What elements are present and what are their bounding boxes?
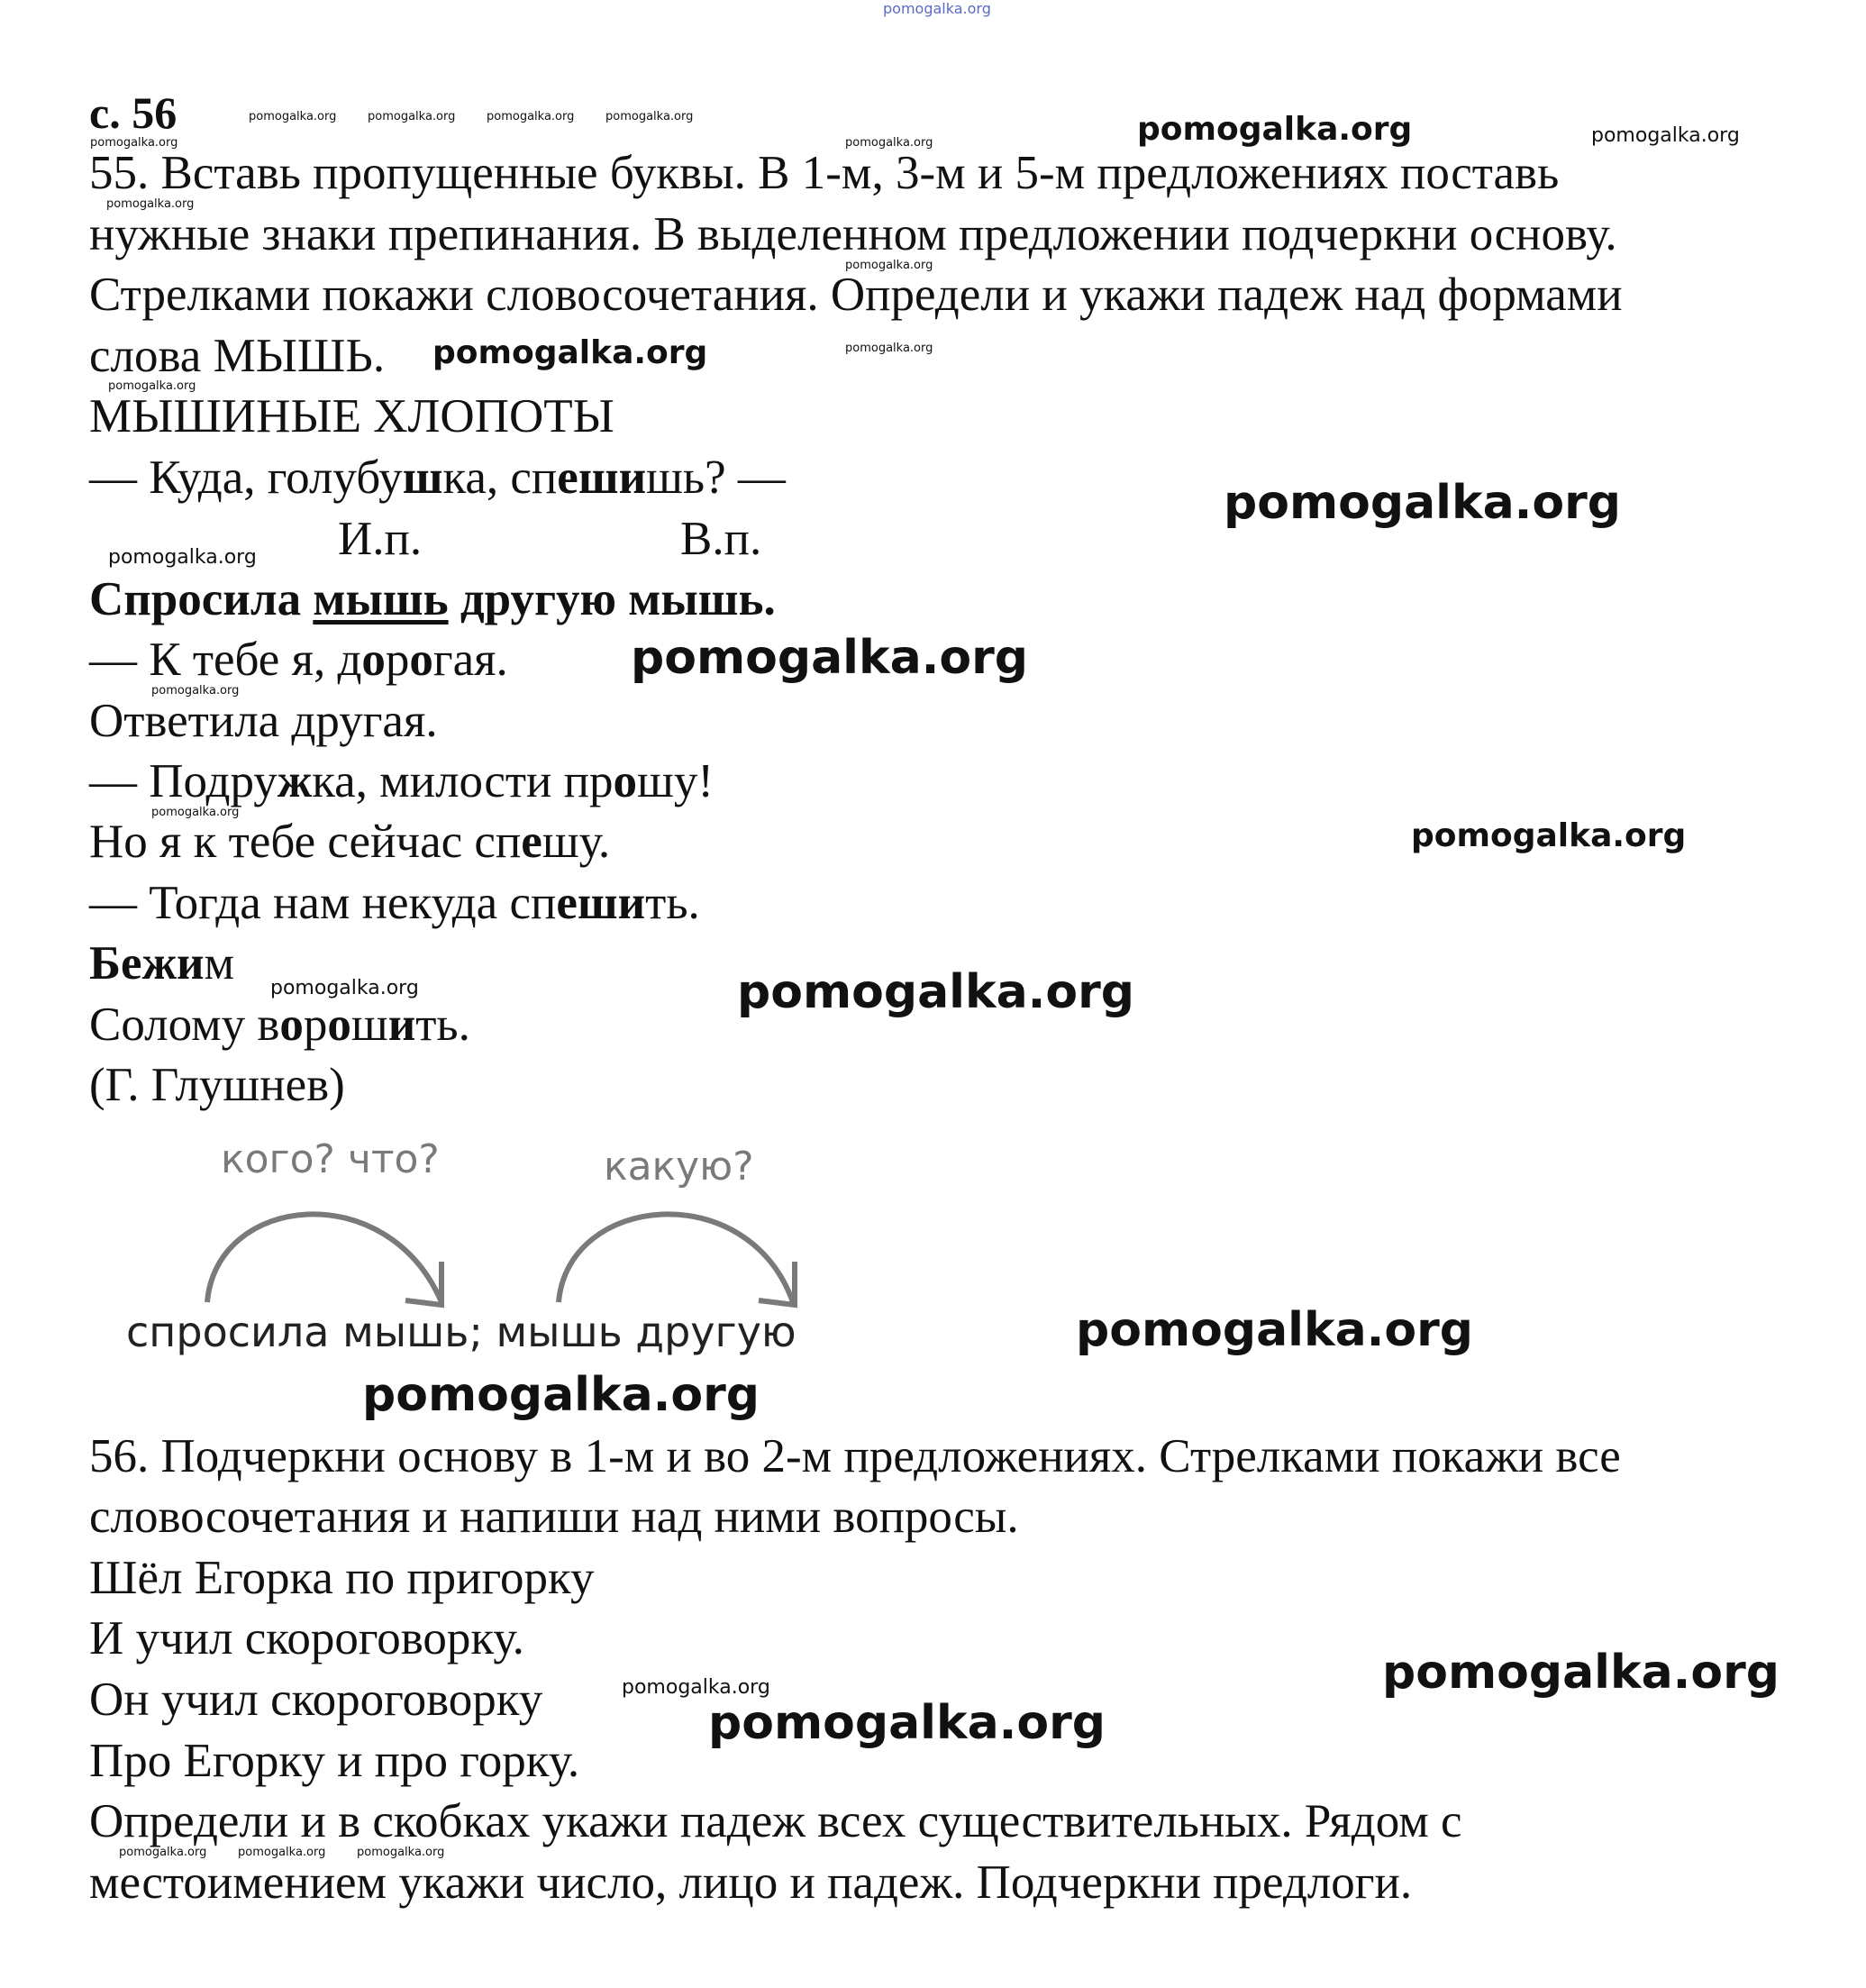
watermark: pomogalka.org	[432, 334, 708, 371]
watermark: pomogalka.org	[119, 1846, 207, 1859]
task56-line: Про Егорку и про горку.	[89, 1735, 580, 1787]
watermark: pomogalka.org	[631, 631, 1029, 685]
arrows	[117, 1136, 892, 1320]
watermark: pomogalka.org	[270, 977, 419, 999]
poem-text: ш	[350, 999, 388, 1051]
poem-text: еши	[556, 877, 646, 929]
poem-line	[89, 451, 786, 504]
poem-text: о	[361, 634, 386, 686]
watermark: pomogalka.org	[708, 1696, 1106, 1750]
poem-text: другую мышь.	[448, 573, 776, 625]
poem-line	[89, 1001, 470, 1049]
poem-line	[89, 937, 235, 989]
poem-text: ш	[402, 451, 443, 504]
watermark: pomogalka.org	[108, 546, 257, 569]
poem-line	[89, 1059, 345, 1111]
poem-text: о	[613, 755, 638, 807]
poem-text: (Г. Глушнев)	[89, 1059, 345, 1111]
watermark: pomogalka.org	[1591, 124, 1740, 147]
poem-text: — Тогда нам некуда сп	[89, 877, 557, 929]
poem-text: — К тебе я, д	[89, 634, 362, 686]
watermark: pomogalka.org	[622, 1676, 770, 1699]
poem-text: ть.	[415, 999, 470, 1051]
arrow-icon	[207, 1214, 441, 1302]
poem-text: Солому в	[89, 999, 280, 1051]
watermark: pomogalka.org	[238, 1846, 326, 1859]
watermark: pomogalka.org	[1382, 1646, 1780, 1700]
watermark: pomogalka.org	[357, 1846, 445, 1859]
poem-text: шу!	[637, 755, 714, 807]
poem-text: р	[385, 634, 410, 686]
poem-line	[89, 636, 508, 684]
watermark: pomogalka.org	[845, 342, 933, 355]
task56-line: местоимением укажи число, лицо и падеж. Подчеркни предлоги.	[89, 1856, 1413, 1909]
poem-text: ть.	[645, 877, 700, 929]
task55-line: нужные знаки препинания. В выделенном предложении подчеркни основу.	[89, 208, 1617, 260]
poem-text: гая.	[432, 634, 508, 686]
watermark: pomogalka.org	[845, 136, 933, 150]
poem-title: МЫШИНЫЕ ХЛОПОТЫ	[89, 390, 614, 442]
poem-line	[89, 695, 438, 747]
task55-line: слова МЫШЬ.	[89, 330, 386, 382]
watermark: pomogalka.org	[151, 806, 240, 819]
task55-line: Стрелками покажи словосочетания. Определи и укажи падеж над формами	[89, 269, 1623, 321]
watermark: pomogalka.org	[1411, 817, 1687, 854]
poem-line	[89, 877, 700, 929]
watermark: pomogalka.org	[90, 136, 178, 150]
watermark: pomogalka.org	[605, 110, 694, 123]
question-label: кого? что?	[221, 1136, 440, 1182]
watermark: pomogalka.org	[845, 259, 933, 272]
phrase-diagram	[117, 1136, 892, 1374]
poem-text: шу.	[542, 816, 611, 868]
poem-text: о	[327, 999, 351, 1051]
watermark: pomogalka.org	[249, 110, 337, 123]
task56-line: Шёл Егорка по пригорку	[89, 1552, 595, 1604]
watermark: pomogalka.org	[106, 197, 195, 211]
underlined-subject: мышь	[313, 573, 449, 625]
poem-text: — Подру	[89, 755, 278, 807]
poem-text: Ответила другая.	[89, 695, 438, 747]
poem-text: о	[409, 634, 433, 686]
poem-text: е	[521, 816, 542, 868]
poem-line	[89, 755, 714, 807]
poem-text: еши	[557, 451, 647, 504]
poem-text: ж	[277, 755, 313, 807]
poem-text: Спросила	[89, 573, 314, 625]
task55-line: 55. Вставь пропущенные буквы. В 1-м, 3-м и 5-м предложениях поставь	[89, 147, 1560, 199]
watermark: pomogalka.org	[883, 0, 991, 17]
poem-text: ка, милости пр	[312, 755, 614, 807]
task56-line: словосочетания и напиши над ними вопросы.	[89, 1491, 1019, 1543]
case-label-nominative: И.п.	[338, 513, 423, 565]
watermark: pomogalka.org	[108, 379, 196, 393]
task56-line: 56. Подчеркни основу в 1-м и во 2-м предложениях. Стрелками покажи все	[89, 1430, 1621, 1482]
phrases-text: спросила мышь; мышь другую	[126, 1308, 796, 1356]
watermark: pomogalka.org	[151, 684, 240, 698]
watermark: pomogalka.org	[362, 1368, 760, 1422]
poem-line	[89, 818, 610, 866]
poem-text: ка, сп	[442, 451, 558, 504]
poem-text: м	[204, 937, 235, 989]
poem-line	[89, 573, 776, 625]
watermark: pomogalka.org	[1224, 476, 1622, 530]
watermark: pomogalka.org	[1076, 1303, 1474, 1357]
poem-text: и	[387, 999, 416, 1051]
watermark: pomogalka.org	[737, 965, 1135, 1019]
task56-line: Определи и в скобках укажи падеж всех существительных. Рядом с	[89, 1795, 1462, 1847]
poem-text: Бежи	[89, 937, 205, 989]
poem-text: р	[303, 999, 328, 1051]
question-label: какую?	[604, 1144, 754, 1190]
watermark: pomogalka.org	[1137, 111, 1413, 148]
case-label-accusative: В.п.	[680, 513, 762, 565]
task56-line: И учил скороговорку.	[89, 1612, 524, 1664]
poem-text: — Куда, голубу	[89, 451, 403, 504]
arrow-icon	[559, 1214, 793, 1302]
poem-text: о	[279, 999, 304, 1051]
watermark: pomogalka.org	[368, 110, 456, 123]
poem-text: Но я к тебе сейчас сп	[89, 816, 522, 868]
task56-line: Он учил скороговорку	[89, 1673, 543, 1726]
page-label: с. 56	[89, 87, 177, 138]
poem-text: шь? —	[646, 451, 786, 504]
watermark: pomogalka.org	[487, 110, 575, 123]
